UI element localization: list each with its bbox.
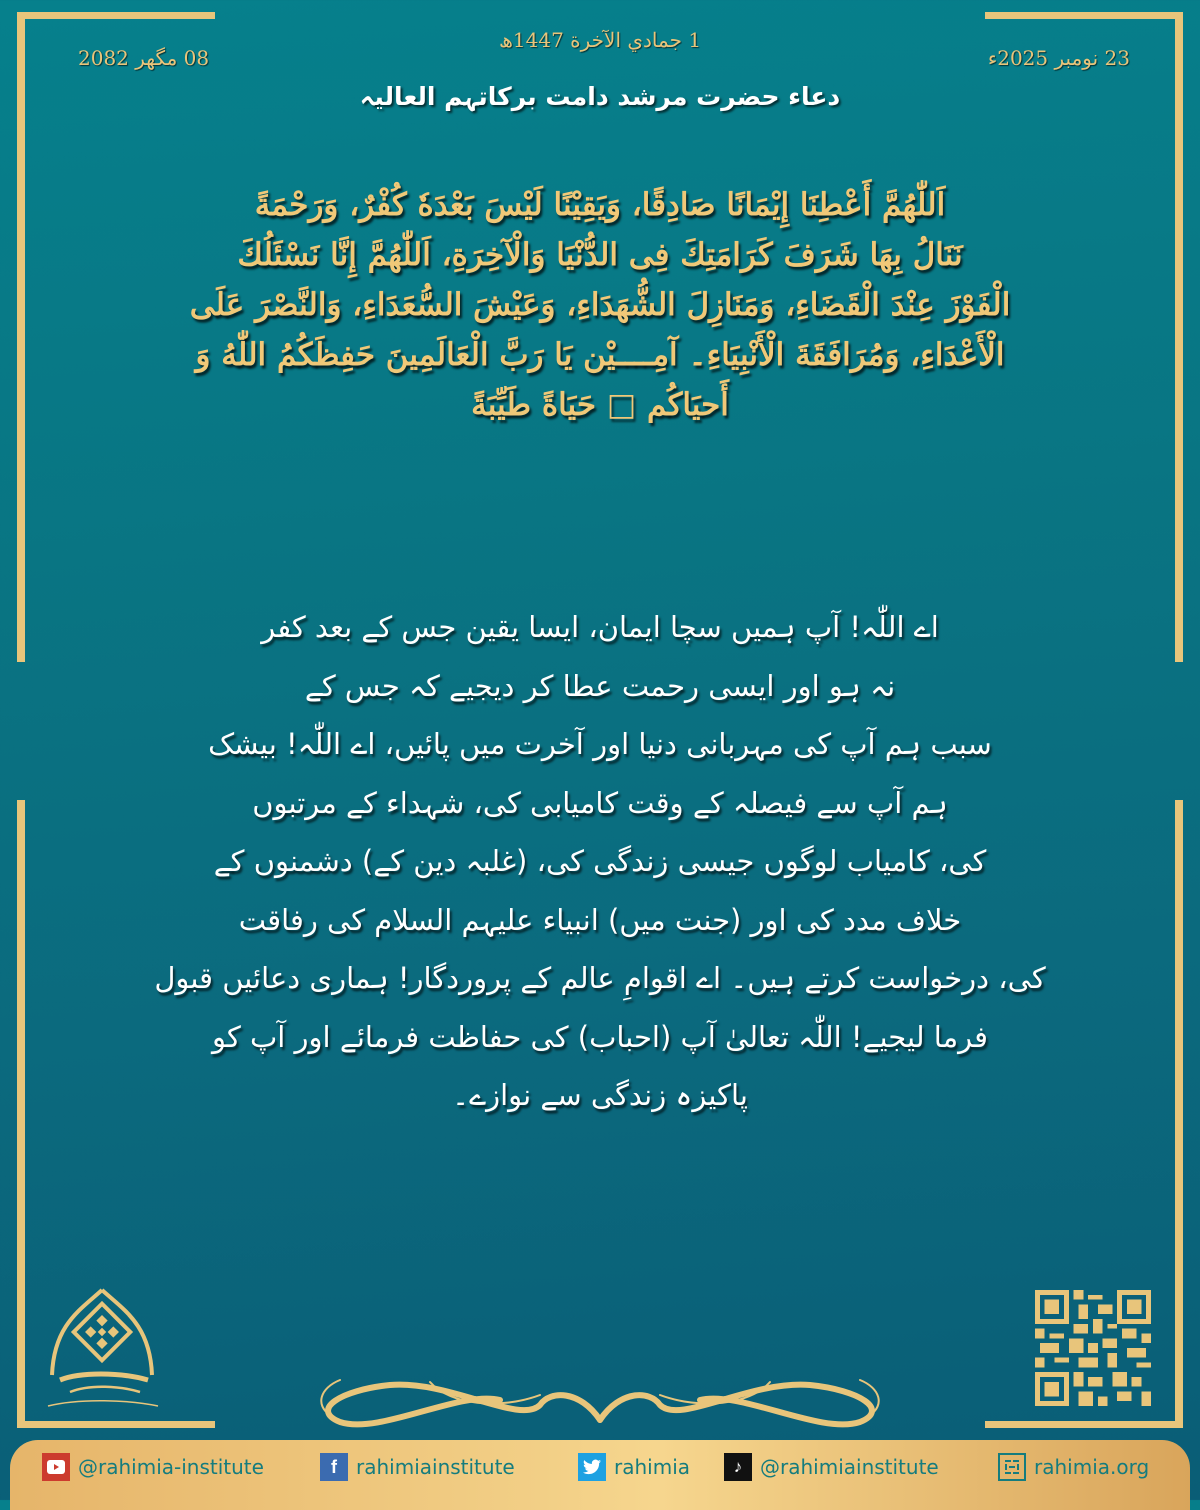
youtube-icon [42,1453,70,1481]
facebook-handle[interactable]: rahimiainstitute [356,1455,515,1479]
youtube-handle[interactable]: @rahimia-institute [78,1455,264,1479]
social-website[interactable] [998,1453,1149,1481]
dome-logo-icon [40,1280,165,1420]
web-logo-icon [998,1453,1026,1481]
urdu-line: فرما لیجیے! اللّٰہ تعالیٰ آپ (احباب) کی حفاظت فرمائے اور آپ کو [211,1019,989,1054]
tiktok-handle[interactable]: @rahimiainstitute [760,1455,939,1479]
urdu-line: کی، کامیاب لوگوں جیسی زندگی کی، (غلبہ دین کے) دشمنوں کے [213,844,987,878]
decorative-ornament [300,1370,900,1430]
arabic-dua-line: الْفَوْزَ عِنْدَ الْقَضَاءِ، وَمَنَازِلَ الشُّهَدَاءِ، وَعَيْشَ السُّعَدَاءِ، وَالنَّصْرَ عَلَى [189,287,1011,323]
arabic-dua-line: أَحيَاكُم □ حَيَاةً طَيِّبَةً [471,387,729,423]
urdu-line: اے اللّٰہ! آپ ہمیں سچا ایمان، ایسا یقین جس کے بعد کفر [261,610,939,644]
urdu-translation [130,598,1070,1125]
social-youtube[interactable] [42,1453,264,1481]
bikrami-date: 08 مگھر 2082 [78,46,210,70]
qr-code[interactable] [1033,1290,1153,1406]
social-tiktok[interactable] [724,1453,939,1481]
frame-bottom-left-vertical [17,800,25,1428]
frame-top-left-horizontal [17,12,215,19]
twitter-icon [578,1453,606,1481]
gregorian-date: 23 نومبر 2025ء [987,46,1130,70]
arabic-dua-line: نَنَالُ بِهَا شَرَفَ كَرَامَتِكَ فِى الدُّنْيَا وَالْآخِرَةِ، اَللّٰهُمَّ إِنَّا نَسْئَلُكَ [237,237,963,273]
social-facebook[interactable] [320,1453,515,1481]
urdu-line: خلاف مدد کی اور (جنت میں) انبیاء علیہم السلام کی رفاقت [238,902,962,937]
frame-bottom-left-horizontal [17,1421,215,1428]
arabic-dua [110,180,1090,430]
frame-top-right-horizontal [985,12,1183,19]
flourish-ornament-icon [300,1370,900,1430]
social-twitter[interactable] [578,1453,690,1481]
frame-bottom-right-horizontal [985,1421,1183,1428]
facebook-icon: f [320,1453,348,1481]
urdu-line: نہ ہو اور ایسی رحمت عطا کر دیجیے کہ جس کے [304,668,896,703]
frame-bottom-right-vertical [1175,800,1183,1428]
urdu-line: ہم آپ سے فیصلہ کے وقت کامیابی کی، شہداء کے مرتبوں [252,785,948,820]
page-title: دعاء حضرت مرشد دامت برکاتہم العالیہ [359,82,841,111]
website-link[interactable]: rahimia.org [1034,1455,1150,1479]
twitter-handle[interactable]: rahimia [614,1455,691,1479]
hijri-date: 1 جمادي الآخرة 1447ھ [498,28,702,52]
arabic-dua-line: الْأَعْدَاءِ، وَمُرَافَقَةَ الْأَنْبِيَاءِ۔ آمِــــيْن يَا رَبَّ الْعَالَمِينَ حَفِظَكُمُ اللّٰهُ وَ [195,337,1005,373]
urdu-line: پاکیزہ زندگی سے نوازے۔ [452,1078,748,1112]
arabic-dua-line: اَللّٰهُمَّ أَعْطِنَا إِيْمَانًا صَادِقًا، وَيَقِيْنًا لَيْسَ بَعْدَهٗ كُفْرٌ، وَرَحْمَةً [254,187,946,223]
urdu-line: کی، درخواست کرتے ہیں۔ اے اقوامِ عالم کے پروردگار! ہماری دعائیں قبول [154,961,1046,995]
qr-code-icon [1033,1290,1153,1406]
rahimia-logo [40,1280,165,1420]
urdu-line: سبب ہم آپ کی مہربانی دنیا اور آخرت میں پائیں، اے اللّٰہ! بیشک [208,727,992,761]
tiktok-icon: ♪ [724,1453,752,1481]
